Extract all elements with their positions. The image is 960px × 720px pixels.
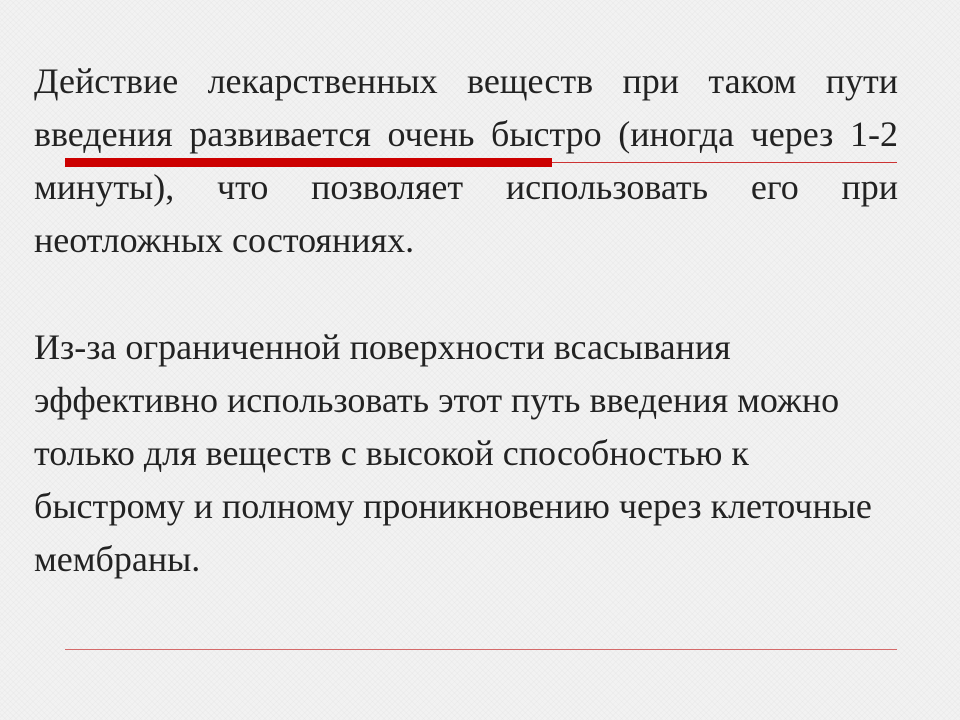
paragraph-2: Из-за ограниченной поверхности всасывания эффективно использовать этот путь введения можно только для веществ с высокой способностью к быстрому и полному проникновению через клеточные мембраны.	[34, 327, 872, 579]
red-accent-line-bottom	[65, 649, 897, 650]
paragraph-1: Действие лекарственных веществ при таком пути введения развивается очень быстро (иногда через 1-2 минуты), что позволяет использовать его при неотложных состояниях.	[34, 61, 898, 260]
slide-body	[34, 55, 898, 586]
